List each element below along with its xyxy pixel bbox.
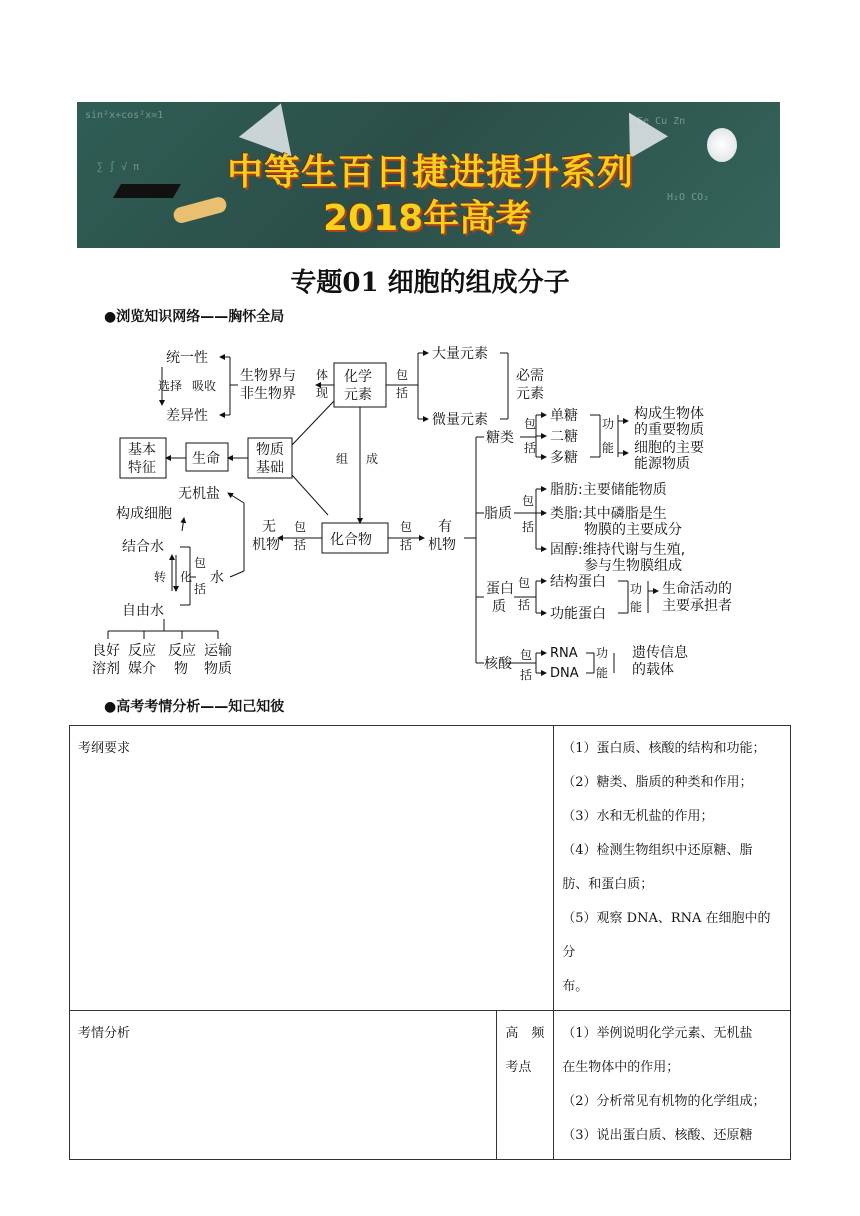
node-protein-2: 质 xyxy=(492,599,506,615)
label-include-b1: 包 xyxy=(294,520,307,534)
node-transport-1: 运输 xyxy=(204,643,232,659)
list-item: （3）水和无机盐的作用； xyxy=(562,809,714,824)
label-include-p2: 括 xyxy=(518,598,531,612)
label-include-n1: 包 xyxy=(520,648,533,662)
header-banner: sin²x+cos²x=1 ∑ ∫ √ π Fe Cu Zn H₂O CO₂ 中等生百日捷进提升系列 2018年高考 xyxy=(77,102,780,248)
node-difference: 差异性 xyxy=(166,408,208,424)
node-good-solvent-1: 良好 xyxy=(92,643,120,659)
node-disaccharide: 二糖 xyxy=(550,429,578,445)
high-frequency-line2: 考点 xyxy=(505,1060,532,1075)
label-embody-1: 体 xyxy=(316,368,329,382)
node-chem-element-2: 元素 xyxy=(344,387,372,403)
diploma-scroll-icon xyxy=(172,195,228,224)
node-sugar-func-1b: 的重要物质 xyxy=(634,422,704,438)
node-chem-element-1: 化学 xyxy=(344,369,372,385)
node-nucleic-acid: 核酸 xyxy=(484,656,512,672)
node-genetic-info-1: 遗传信息 xyxy=(632,645,688,661)
node-essential-2: 元素 xyxy=(516,386,544,402)
label-embody-2: 现 xyxy=(316,386,329,400)
section-heading-knowledge-network: ●浏览知识网络——胸怀全局 xyxy=(104,309,285,325)
banner-title-line2: 2018年高考 xyxy=(323,198,532,239)
label-include-b2: 括 xyxy=(294,538,307,552)
table-row xyxy=(70,1011,791,1160)
label-include-p1: 包 xyxy=(518,576,531,590)
node-dna: DNA xyxy=(550,666,579,681)
label-function-n1: 功 xyxy=(596,646,609,660)
label-include-w1: 包 xyxy=(194,556,207,570)
node-sugar-func-2a: 细胞的主要 xyxy=(634,440,704,456)
node-transport-2: 物质 xyxy=(204,661,232,677)
list-item: （4）检测生物组织中还原糖、脂 xyxy=(562,843,753,858)
row-label-requirements: 考纲要求 xyxy=(70,726,554,1011)
node-inorganic-2: 机物 xyxy=(252,537,280,553)
label-function-p2: 能 xyxy=(630,600,643,614)
analysis-list xyxy=(554,1011,791,1160)
node-sterol-1: 固醇:维持代谢与生殖, xyxy=(550,542,686,558)
list-item: 布。 xyxy=(562,979,589,994)
node-lipoid-2: 物膜的主要成分 xyxy=(584,522,682,538)
label-include-a2: 括 xyxy=(396,386,409,400)
list-item: （2）糖类、脂质的种类和作用； xyxy=(562,775,753,790)
node-life: 生命 xyxy=(192,451,220,467)
node-organic-2: 机物 xyxy=(428,537,456,553)
label-function-p1: 功 xyxy=(630,582,643,596)
node-fat: 脂肪:主要储能物质 xyxy=(550,482,667,498)
label-function-s1: 功 xyxy=(602,417,615,431)
node-essential-1: 必需 xyxy=(516,368,544,384)
knowledge-network-diagram xyxy=(88,335,778,687)
label-convert-2: 化 xyxy=(180,570,193,584)
node-structural-protein: 结构蛋白 xyxy=(550,574,606,590)
list-item: （3）说出蛋白质、核酸、还原糖 xyxy=(562,1128,753,1143)
node-reaction-medium-1: 反应 xyxy=(128,643,156,659)
label-include-c1: 包 xyxy=(400,520,413,534)
label-include-l1: 包 xyxy=(522,494,535,508)
node-constitute-cell: 构成细胞 xyxy=(116,506,172,522)
node-material-basis-1: 物质 xyxy=(256,442,284,458)
node-unity: 统一性 xyxy=(166,350,208,366)
node-basic-feature-1: 基本 xyxy=(128,442,156,458)
node-inorganic-1: 无 xyxy=(262,519,276,535)
label-selection: 选择 xyxy=(158,379,183,393)
node-reaction-medium-2: 媒介 xyxy=(128,661,156,677)
node-protein-1: 蛋白 xyxy=(486,581,514,597)
node-free-water: 自由水 xyxy=(122,603,164,619)
label-include-s2: 括 xyxy=(524,441,537,455)
exam-requirements-table xyxy=(69,725,791,1160)
node-good-solvent-2: 溶剂 xyxy=(92,661,120,677)
lightbulb-icon xyxy=(707,128,737,162)
label-compose-1: 组 xyxy=(336,452,349,466)
node-sterol-2: 参与生物膜组成 xyxy=(584,558,682,574)
banner-title-line1: 中等生百日捷进提升系列 xyxy=(227,152,635,193)
requirements-list xyxy=(554,726,791,1011)
section-heading-exam-analysis: ●高考考情分析——知己知彼 xyxy=(104,699,285,715)
list-item: 肪、和蛋白质； xyxy=(562,877,654,892)
node-life-activity-2: 主要承担者 xyxy=(662,598,732,614)
row-label-analysis: 考情分析 xyxy=(70,1011,497,1160)
node-lipoid-1: 类脂:其中磷脂是生 xyxy=(550,506,667,522)
high-frequency-line1: 高 频 xyxy=(505,1026,545,1041)
node-reactant-2: 物 xyxy=(174,661,188,677)
node-organic-1: 有 xyxy=(438,519,452,535)
node-bound-water: 结合水 xyxy=(122,539,164,555)
graduation-cap-icon xyxy=(113,184,181,198)
node-living-world-2: 非生物界 xyxy=(240,386,296,402)
node-sugars: 糖类 xyxy=(486,430,514,446)
node-compound: 化合物 xyxy=(330,532,372,548)
label-include-n2: 括 xyxy=(520,668,533,682)
node-reactant-1: 反应 xyxy=(168,643,196,659)
node-trace-element: 微量元素 xyxy=(432,412,488,428)
label-include-w2: 括 xyxy=(194,582,207,596)
label-include-a1: 包 xyxy=(396,368,409,382)
label-function-n2: 能 xyxy=(596,666,609,680)
node-polysaccharide: 多糖 xyxy=(550,450,578,466)
node-macro-element: 大量元素 xyxy=(432,346,488,362)
list-item: （1）蛋白质、核酸的结构和功能； xyxy=(562,741,766,756)
node-sugar-func-1a: 构成生物体 xyxy=(634,406,704,422)
node-living-world-1: 生物界与 xyxy=(240,368,296,384)
node-rna: RNA xyxy=(550,646,578,661)
list-item: （1）举例说明化学元素、无机盐 xyxy=(562,1026,753,1041)
node-material-basis-2: 基础 xyxy=(256,460,284,476)
table-row xyxy=(70,726,791,1011)
node-life-activity-1: 生命活动的 xyxy=(662,581,732,597)
list-item: （5）观察 DNA、RNA 在细胞中的分 xyxy=(562,911,771,960)
node-functional-protein: 功能蛋白 xyxy=(550,606,606,622)
label-function-s2: 能 xyxy=(602,441,615,455)
label-include-l2: 括 xyxy=(522,520,535,534)
node-water: 水 xyxy=(210,570,224,586)
node-lipids: 脂质 xyxy=(484,506,512,522)
node-sugar-func-2b: 能源物质 xyxy=(634,456,690,472)
node-inorganic-salt: 无机盐 xyxy=(178,486,220,502)
list-item: 在生物体中的作用； xyxy=(562,1060,680,1075)
label-absorb: 吸收 xyxy=(192,379,217,393)
node-monosaccharide: 单糖 xyxy=(550,408,578,424)
node-basic-feature-2: 特征 xyxy=(128,460,156,476)
label-include-c2: 括 xyxy=(400,538,413,552)
page-title: 专题01 细胞的组成分子 xyxy=(290,268,570,298)
list-item: （2）分析常见有机物的化学组成； xyxy=(562,1094,766,1109)
node-genetic-info-2: 的载体 xyxy=(632,662,674,678)
label-convert-1: 转 xyxy=(154,570,167,584)
high-frequency-label xyxy=(497,1011,554,1160)
label-compose-2: 成 xyxy=(366,452,379,466)
label-include-s1: 包 xyxy=(524,417,537,431)
